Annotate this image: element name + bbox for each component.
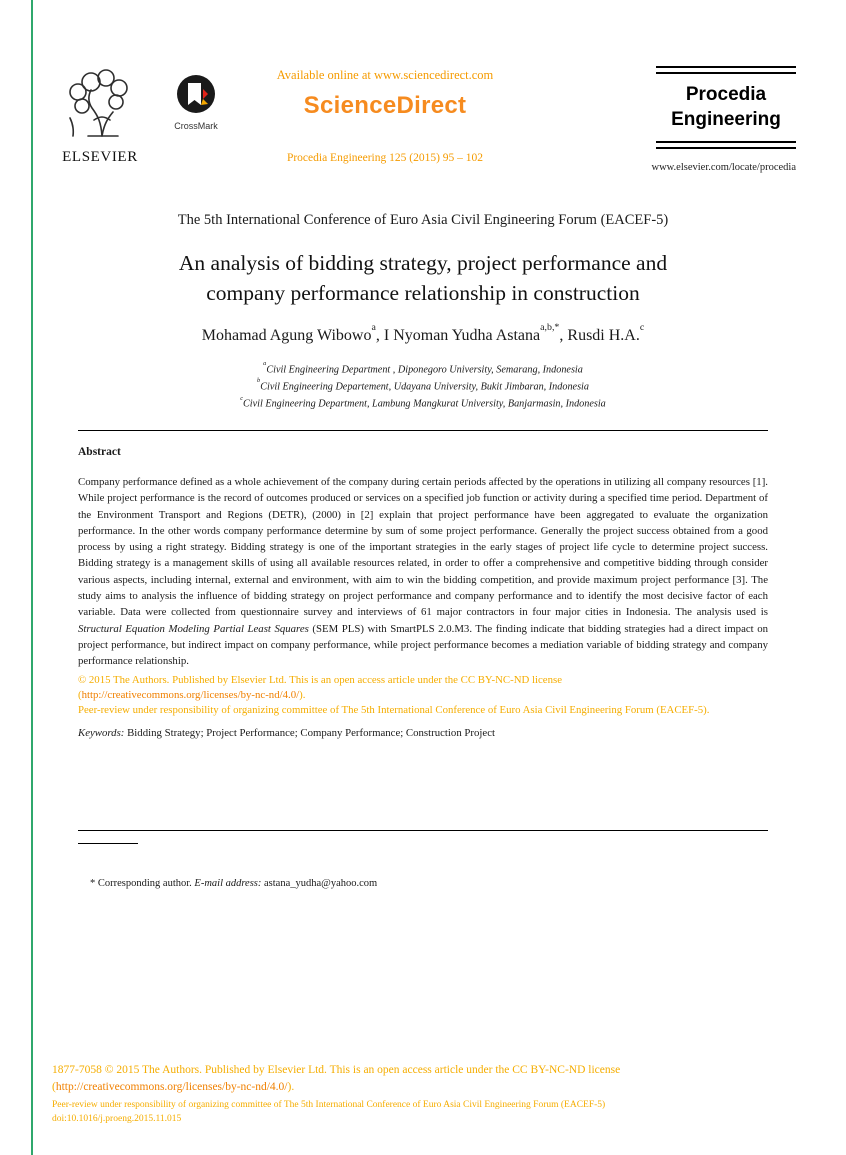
- divider-below-keywords: [78, 830, 768, 831]
- elsevier-wordmark: ELSEVIER: [62, 149, 138, 165]
- abstract-heading: Abstract: [78, 446, 121, 458]
- author-separator: ,: [559, 327, 568, 345]
- journal-name-line2: Engineering: [671, 109, 781, 130]
- copyright-line: © 2015 The Authors. Published by Elsevier Ltd. This is an open access article under the CC BY-NC-ND license: [78, 673, 562, 686]
- affiliation-c-text: Civil Engineering Department, Lambung Mangkurat University, Banjarmasin, Indonesia: [243, 398, 606, 410]
- elsevier-tree-icon: [58, 129, 142, 146]
- author-1-affil-marker: a: [371, 321, 376, 333]
- abstract-method-name: Structural Equation Modeling Partial Least Squares: [78, 622, 309, 635]
- license-paren-open: (: [78, 688, 82, 701]
- keywords-text: Bidding Strategy; Project Performance; Company Performance; Construction Project: [124, 726, 496, 739]
- author-3-affil-marker: c: [639, 321, 645, 333]
- journal-name-line1: Procedia: [685, 84, 767, 105]
- abstract-section: [78, 446, 768, 739]
- crossmark-label: CrossMark: [174, 121, 218, 131]
- elsevier-logo: [52, 66, 148, 166]
- affiliation-b: [78, 377, 768, 394]
- footer-license: [52, 1062, 797, 1096]
- email-address[interactable]: astana_yudha@yahoo.com: [261, 878, 378, 889]
- author-2-affil-marker: a,b,*: [540, 321, 560, 333]
- corresponding-author-note: [90, 878, 690, 889]
- peer-review-line: Peer-review under responsibility of organizing committee of The 5th International Conference of Euro Asia Civil Engineering Forum (EACEF-5).: [78, 703, 710, 716]
- author-3: [567, 321, 645, 345]
- available-online-link[interactable]: Available online at www.sciencedirect.com: [276, 68, 494, 82]
- conference-title: The 5th International Conference of Euro Asia Civil Engineering Forum (EACEF-5): [177, 212, 669, 228]
- crossmark-badge[interactable]: [172, 74, 220, 131]
- affiliation-c: [78, 394, 768, 411]
- abstract-text-2: (SEM PLS) with SmartPLS 2.0.M3. The finding indicate that bidding strategies had a direct impact on project performance, but indirect impact on company performance, while project performance becomes a mediation variable of bidding strategy and company performance relationship.: [78, 622, 768, 668]
- affiliations: [78, 360, 768, 412]
- footnote-divider: [78, 843, 138, 844]
- author-1: [201, 321, 384, 345]
- author-3-name: Rusdi H.A.: [567, 327, 640, 345]
- paper-title-line2: company performance relationship in construction: [206, 281, 640, 305]
- author-2: [383, 321, 568, 345]
- crossmark-icon: [176, 101, 216, 118]
- affiliation-a: [78, 360, 768, 377]
- author-2-name: I Nyoman Yudha Astana: [383, 327, 541, 345]
- doi: doi:10.1016/j.proeng.2015.11.015: [52, 1114, 182, 1124]
- page-edge-accent: [31, 0, 33, 1155]
- license-paren-close: ).: [299, 688, 306, 701]
- sciencedirect-block: [238, 68, 532, 120]
- cc-license-link-footer[interactable]: http://creativecommons.org/licenses/by-nc-nd/4.0/: [55, 1081, 288, 1093]
- journal-name: [656, 74, 796, 141]
- divider-above-abstract: [78, 430, 768, 431]
- affiliation-c-marker: c: [240, 394, 244, 402]
- journal-homepage-link[interactable]: www.elsevier.com/locate/procedia: [651, 162, 796, 173]
- affiliation-b-marker: b: [257, 377, 261, 385]
- email-label: E-mail address:: [194, 878, 262, 889]
- abstract-text-1: Company performance defined as a whole achievement of the company during certain periods affected by the operations in utilizing all company resources [1]. While project performance is the record of outcomes produced or services on a specified job function or activity during a specified time period. Department of the Environment Transport and Regions (DETR), (2000) in [2] explain that project performance have been aggregated to evaluate the organization performance. In the other words company performance determine by sum of some project performance. Generally the project success obtained from a good process by using a right strategy. Bidding strategy is one of the important strategies in the early stages of project life cycle to determine project success. Bidding strategy is a management skills of using all available resources related, in order to offer a comprehensive and competitive bidding through consider various aspects, including internal, external and environment, with aim to win the bidding competition, and provide maximum project performance [3]. The study aims to analysis the influence of bidding strategy on project performance and company performance and to identify the most decisive factor of each variable. Data were collected from questionnaire survey and interviews of 61 major contractors in four major cities in Indonesia. The analysis used is: [78, 476, 768, 619]
- journal-citation: Procedia Engineering 125 (2015) 95 – 102: [286, 152, 484, 164]
- footer-paren-close: ).: [287, 1081, 295, 1093]
- affiliation-a-marker: a: [263, 360, 267, 368]
- author-list: [78, 321, 768, 345]
- paper-title: [48, 248, 798, 308]
- masthead-rule-bottom: [656, 141, 796, 149]
- author-1-name: Mohamad Agung Wibowo: [201, 327, 372, 345]
- keywords-label: Keywords:: [78, 726, 125, 739]
- cc-license-link[interactable]: http://creativecommons.org/licenses/by-nc-nd/4.0/: [81, 688, 300, 701]
- masthead-rule-top: [656, 66, 796, 74]
- corresponding-author-text: * Corresponding author.: [90, 878, 195, 889]
- journal-masthead: [656, 66, 796, 149]
- license-block: [78, 673, 768, 718]
- keywords-line: [78, 727, 768, 739]
- issn-copyright-line: 1877-7058 © 2015 The Authors. Published by Elsevier Ltd. This is an open access article under the CC BY-NC-ND license: [52, 1064, 621, 1076]
- footer-peer-review: Peer-review under responsibility of organizing committee of The 5th International Conference of Euro Asia Civil Engineering Forum (EACEF-5): [52, 1100, 606, 1110]
- footer-block: [52, 1062, 797, 1126]
- affiliation-a-text: Civil Engineering Department , Diponegoro University, Semarang, Indonesia: [266, 364, 583, 376]
- footer-paren-open: (: [52, 1081, 56, 1093]
- author-separator: ,: [375, 327, 384, 345]
- paper-title-line1: An analysis of bidding strategy, project performance and: [178, 251, 668, 275]
- sciencedirect-logo[interactable]: ScienceDirect: [303, 92, 467, 119]
- affiliation-b-text: Civil Engineering Departement, Udayana University, Bukit Jimbaran, Indonesia: [260, 381, 589, 393]
- abstract-body: [78, 474, 768, 670]
